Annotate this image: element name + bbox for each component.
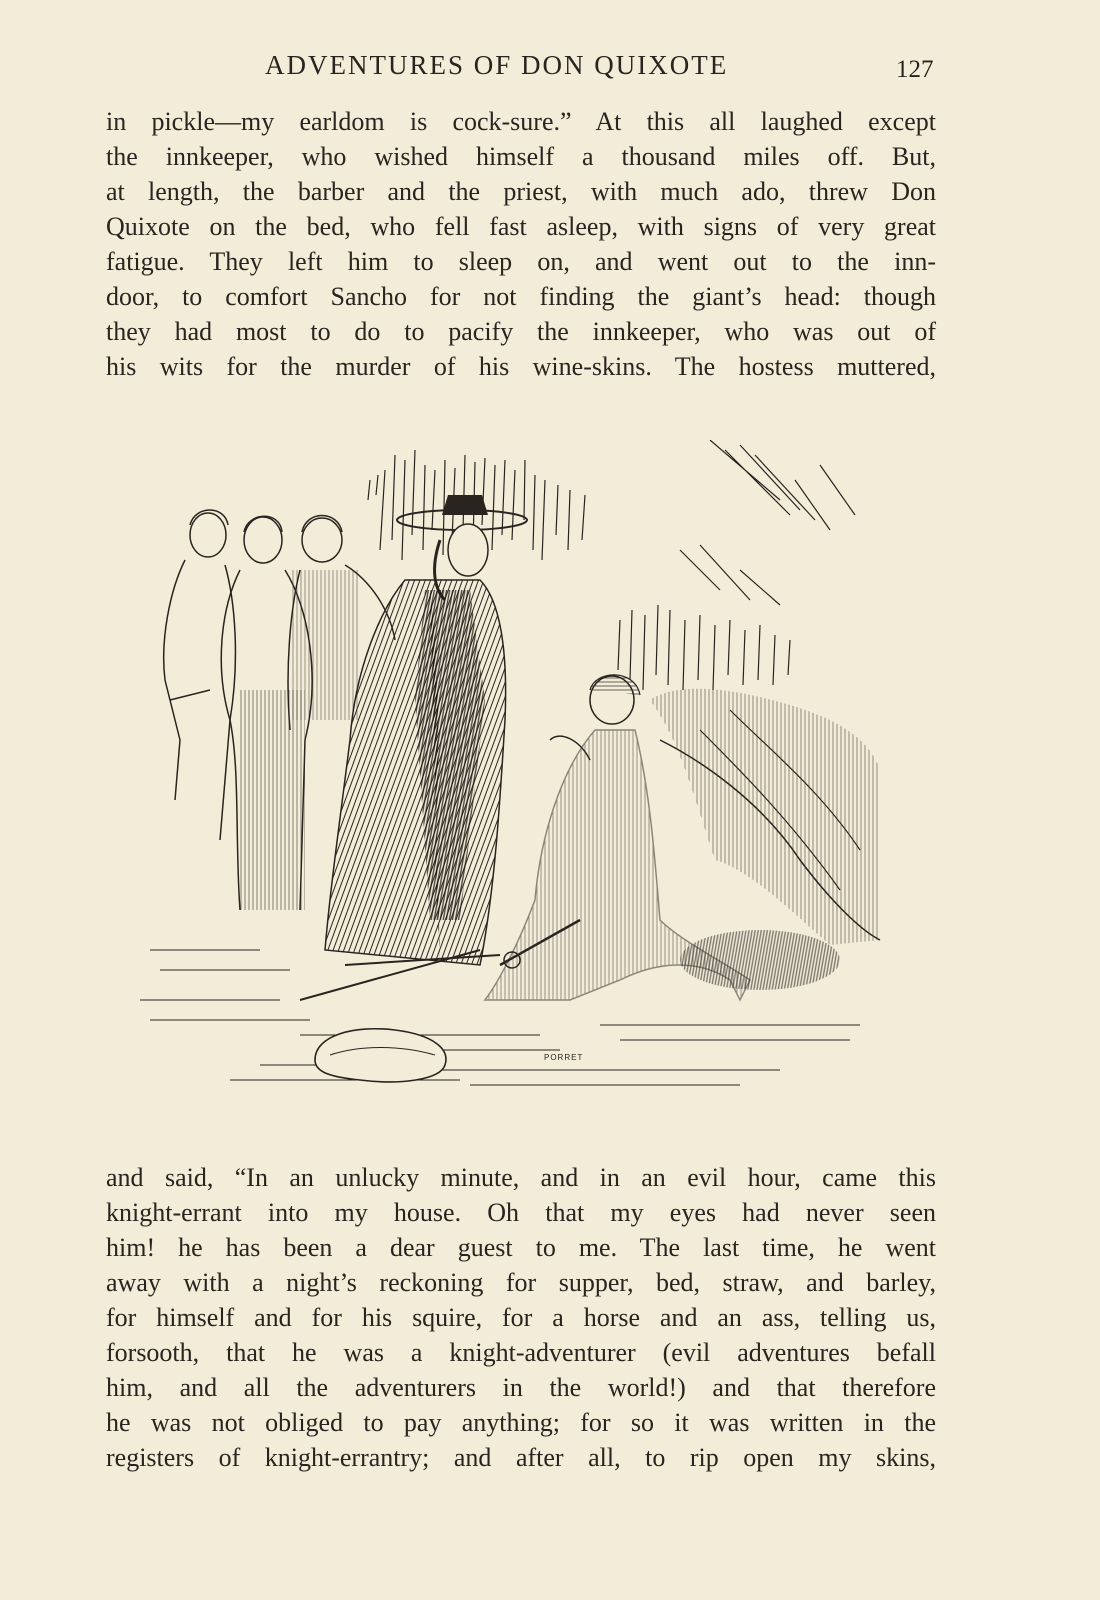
text-line: registers of knight-errantry; and after all, to rip open my skins, xyxy=(106,1443,936,1472)
running-head xyxy=(0,50,1100,90)
running-title: ADVENTURES OF DON QUIXOTE xyxy=(265,50,729,80)
text-line: Quixote on the bed, who fell fast asleep, with signs of very great xyxy=(106,212,936,241)
text-line: him, and all the adventurers in the world!) and that therefore xyxy=(106,1373,936,1402)
floor-hatching xyxy=(140,930,860,1085)
text-line: he was not obliged to pay anything; for so it was written in the xyxy=(106,1408,936,1437)
engraver-signature: PORRET xyxy=(544,1053,584,1062)
text-line: door, to comfort Sancho for not finding the giant’s head: though xyxy=(106,282,936,311)
text-line: away with a night’s reckoning for supper, bed, straw, and barley, xyxy=(106,1268,936,1297)
wine-skin xyxy=(315,1029,446,1082)
text-line: his wits for the murder of his wine-skins. The hostess muttered, xyxy=(106,352,936,381)
text-line: for himself and for his squire, for a horse and an ass, telling us, xyxy=(106,1303,936,1332)
text-line: and said, “In an unlucky minute, and in an evil hour, came this xyxy=(106,1163,936,1192)
page-number: 127 xyxy=(896,56,934,83)
bed-drapery xyxy=(650,689,880,945)
text-line: knight-errant into my house. Oh that my eyes had never seen xyxy=(106,1198,936,1227)
engraving-illustration xyxy=(140,440,900,1120)
text-line: in pickle—my earldom is cock-sure.” At this all laughed except xyxy=(106,107,936,136)
text-line: at length, the barber and the priest, with much ado, threw Don xyxy=(106,177,936,206)
text-line: the innkeeper, who wished himself a thousand miles off. But, xyxy=(106,142,936,171)
text-line: him! he has been a dear guest to me. The last time, he went xyxy=(106,1233,936,1262)
text-line: they had most to do to pacify the innkeeper, who was out of xyxy=(106,317,936,346)
text-line: forsooth, that he was a knight-adventurer (evil adventures befall xyxy=(106,1338,936,1367)
text-line: fatigue. They left him to sleep on, and went out to the inn- xyxy=(106,247,936,276)
top-paragraph xyxy=(106,104,936,384)
bottom-paragraph xyxy=(106,1160,936,1475)
